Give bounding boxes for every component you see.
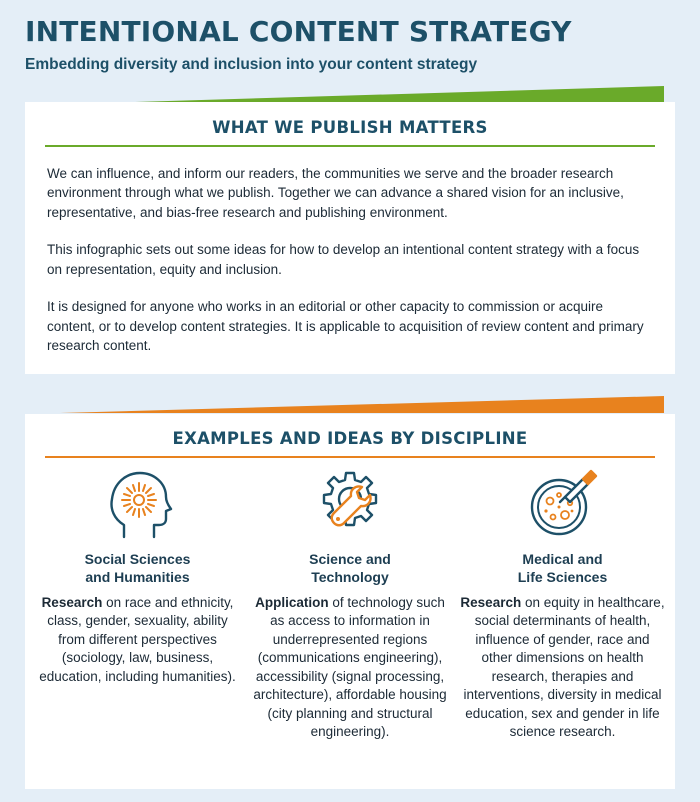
discipline-description [248, 594, 453, 742]
discipline-body: on equity in healthcare, social determinants of health, influence of gender, race and other dimensions on health research, therapies and interventions, diversity in medical education, sex and gender in life science research. [463, 594, 665, 739]
publish-card [25, 102, 675, 374]
header [25, 14, 572, 75]
gear-wrench-icon [312, 467, 388, 541]
publish-paragraph: This infographic sets out some ideas for how to develop an intentional content strategy with a focus on representation, equity and inclusion. [47, 242, 640, 277]
discipline-body: on race and ethnicity, class, gender, sexuality, ability from different perspectives (sociology, law, business, education, including humanities). [39, 594, 236, 684]
publish-paragraph: We can influence, and inform our readers, the communities we serve and the broader research environment through what we publish. Together we can advance a shared vision for an inclusive, representative, and bias-free research and publishing environment. [47, 165, 624, 220]
discipline-body: of technology such as access to information in underrepresented regions (communications engineering), accessibility (signal processing, architecture), affordable housing (city planning and structural engineering). [253, 594, 447, 739]
disciplines-card [25, 414, 675, 789]
discipline-title: Social Sciences and Humanities [84, 550, 191, 585]
head-brain-icon [100, 467, 176, 541]
discipline-title: Medical and Life Sciences [517, 550, 608, 585]
discipline-column-social-sciences [35, 466, 240, 742]
disciplines-heading: EXAMPLES AND IDEAS BY DISCIPLINE [172, 429, 528, 448]
discipline-description [35, 594, 240, 687]
page-title: INTENTIONAL CONTENT STRATEGY [25, 15, 572, 48]
publish-paragraph: It is designed for anyone who works in an editorial or other capacity to commission or acquire content, or to develop content strategies. It is applicable to acquisition of review content and primary research content. [47, 299, 644, 353]
discipline-lead: Research [460, 594, 522, 610]
discipline-description [460, 594, 665, 742]
discipline-lead: Research [41, 594, 103, 610]
discipline-column-science-technology [248, 466, 453, 742]
discipline-lead: Application [255, 594, 329, 610]
petri-dish-pipette-icon [525, 467, 601, 541]
discipline-column-medical-life-sciences [460, 466, 665, 742]
page-subtitle: Embedding diversity and inclusion into your content strategy [25, 56, 478, 73]
publish-heading: WHAT WE PUBLISH MATTERS [212, 118, 488, 137]
discipline-title: Science and Technology [309, 550, 391, 585]
